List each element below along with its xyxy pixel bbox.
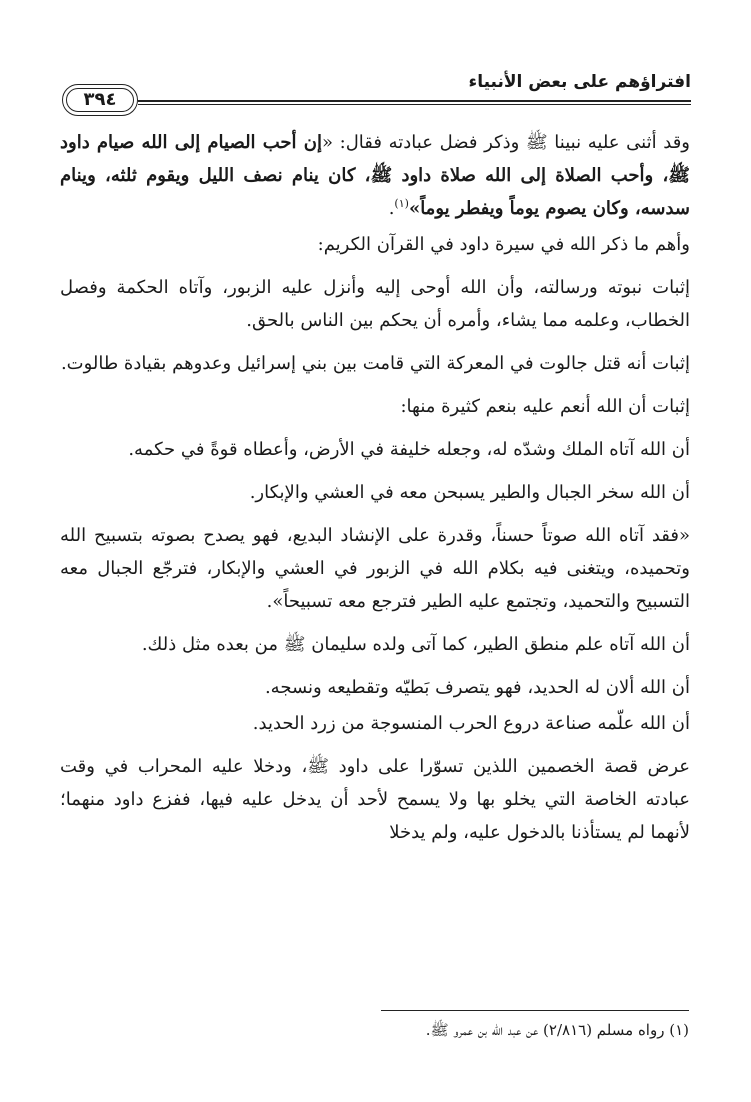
page-number bbox=[62, 84, 138, 116]
paragraph: أن الله آتاه علم منطق الطير، كما آتى ولده سليمان ﷺ من بعده مثل ذلك. bbox=[141, 634, 690, 655]
paragraph-quote: «فقد آتاه الله صوتاً حسناً، وقدرة على الإنشاد البديع، فهو يصدح بصوته بتسبيح الله وتحميده، ويتغنى فيه بكلام الله في الزبور في العشي والإبكار، فترجّع الجبال معه التسبيح والتحميد، وتجتمع عليه الطير فترجع معه تسبيحاً». bbox=[60, 525, 690, 612]
paragraph: إثبات نبوته ورسالته، وأن الله أوحى إليه وأنزل عليه الزبور، وآتاه الحكمة وفصل الخطاب، وعلمه مما يشاء، وأمره أن يحكم بين الناس بالحق. bbox=[60, 277, 690, 331]
hadith-quote: إن أحب الصيام إلى الله صيام داود ﷺ، وأحب الصلاة إلى الله صلاة داود ﷺ، كان ينام نصف الليل ويقوم ثلثه، وينام سدسه، وكان يصوم يوماً ويفطر يوماً bbox=[60, 132, 690, 219]
paragraph: إثبات أن الله أنعم عليه بنعم كثيرة منها: bbox=[400, 396, 690, 417]
page-number-text: ٣٩٤ bbox=[83, 89, 117, 110]
footnote-ref[interactable]: (١) bbox=[394, 197, 409, 210]
footnote-separator bbox=[381, 1010, 689, 1011]
hadith-quote-close: » bbox=[408, 198, 421, 219]
paragraph-hadith bbox=[60, 126, 690, 225]
paragraph: عرض قصة الخصمين اللذين تسوّرا على داود ﷺ، ودخلا عليه المحراب في وقت عبادته الخاصة التي يخلو بها ولا يسمح لأحد أن يدخل عليه فيها، ففزع داود منهما؛ لأنهما لم يستأذنا بالدخول عليه، ولم يدخلا bbox=[60, 756, 690, 843]
footnote: (١) رواه مسلم (٢/٨١٦) عن عبد الله بن عمرو ﷺ. bbox=[425, 1021, 689, 1039]
paragraph: أن الله علّمه صناعة دروع الحرب المنسوجة من زرد الحديد. bbox=[252, 713, 690, 734]
paragraph: أن الله سخر الجبال والطير يسبحن معه في العشي والإبكار. bbox=[249, 482, 690, 503]
header-title: افتراؤهم على بعض الأنبياء bbox=[468, 72, 691, 92]
header-rule bbox=[138, 100, 691, 102]
paragraph: أن الله آتاه الملك وشدّه له، وجعله خليفة في الأرض، وأعطاه قوةً في حكمه. bbox=[128, 439, 690, 460]
paragraph: إثبات أنه قتل جالوت في المعركة التي قامت بين بني إسرائيل وعدوهم بقيادة طالوت. bbox=[60, 353, 690, 374]
running-header bbox=[62, 70, 691, 110]
paragraph-hadith-intro: وقد أثنى عليه نبينا ﷺ وذكر فضل عبادته فقال: « bbox=[321, 132, 690, 153]
paragraph: وأهم ما ذكر الله في سيرة داود في القرآن الكريم: bbox=[317, 234, 690, 255]
paragraph-end: . bbox=[388, 198, 395, 219]
header-rule-thin bbox=[138, 104, 691, 105]
body-text bbox=[60, 126, 690, 859]
paragraph: أن الله ألان له الحديد، فهو يتصرف بَطيّه وتقطيعه ونسجه. bbox=[264, 677, 690, 698]
